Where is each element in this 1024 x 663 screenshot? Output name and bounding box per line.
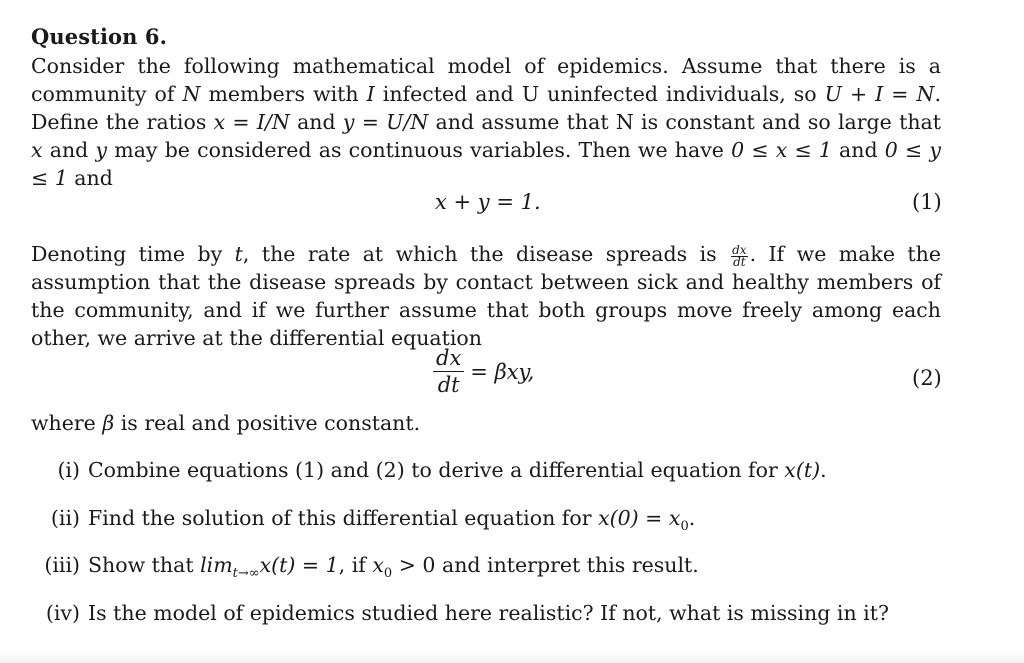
equation-2-denominator: dt <box>437 373 460 397</box>
intro-text-7: and <box>42 138 96 162</box>
item-3-mid: , if <box>338 553 373 577</box>
rate-paragraph <box>31 240 941 352</box>
item-label: (iv) <box>45 601 80 625</box>
equation-2-rhs: = βxy, <box>470 359 535 384</box>
intro-text-3: infected and U uninfected individuals, so <box>374 82 825 106</box>
equation-1-number: (1) <box>912 190 942 214</box>
intro-text-1: Consider the following mathematical model of epidemics. Assume that there is a community of <box>31 54 941 106</box>
item-3-lim-subscript: t→∞ <box>232 566 260 582</box>
item-3-tail: and interpret this result. <box>435 553 699 577</box>
intro-text-8: may be considered as continuous variables. Then we have <box>107 138 732 162</box>
item-1-math: x(t) <box>784 458 821 482</box>
item-text <box>88 456 827 484</box>
item-2-math: x(0) = x <box>598 506 681 530</box>
rate-text-1: Denoting time by <box>31 242 235 266</box>
math-y-range: 0 ≤ y ≤ 1 <box>31 138 941 190</box>
intro-text-6: and assume that N is constant and so large that <box>428 110 941 134</box>
beta-text-1: where <box>31 411 103 435</box>
bottom-shade <box>0 650 1024 663</box>
item-label: (iii) <box>44 553 80 577</box>
math-beta: β <box>102 411 115 435</box>
item-text <box>88 551 699 582</box>
item-3-x0-subscript: 0 <box>383 566 393 582</box>
item-label: (i) <box>57 458 80 482</box>
math-t: t <box>234 242 243 266</box>
math-y: y <box>95 138 108 162</box>
intro-paragraph <box>31 52 941 192</box>
math-x: x <box>31 138 43 162</box>
rate-text-2: , the rate at which the disease spreads is <box>242 242 730 266</box>
equation-2 <box>433 345 534 398</box>
question-heading: Question 6. <box>31 24 168 49</box>
item-2-subscript: 0 <box>680 519 689 535</box>
intro-text-2: members with <box>200 82 367 106</box>
equation-2-number: (2) <box>912 366 942 390</box>
equation-2-fraction <box>433 345 464 398</box>
item-text <box>88 504 696 535</box>
math-y-def: y = U/N <box>342 110 429 134</box>
item-3-math: x(t) = 1 <box>259 553 339 577</box>
math-I: I <box>366 82 375 106</box>
math-x-range: 0 ≤ x ≤ 1 <box>731 138 832 162</box>
equation-2-numerator: dx <box>433 345 464 372</box>
intro-text-5: and <box>289 110 343 134</box>
math-N: N <box>182 82 201 106</box>
item-1-tail: . <box>820 458 827 482</box>
intro-text-9: and <box>831 138 885 162</box>
item-1-text: Combine equations (1) and (2) to derive a differential equation for <box>88 458 785 482</box>
item-3-x0: x <box>372 553 384 577</box>
item-3-ineq: > 0 <box>392 553 436 577</box>
rate-text-3: . If we make the assumption that the disease spreads by contact between sick and healthy members of the community, and if we further assume that both groups move freely among each other, we arrive at the differential equation <box>31 242 942 350</box>
item-2-text: Find the solution of this differential equation for <box>88 506 599 530</box>
item-text: Is the model of epidemics studied here realistic? If not, what is missing in it? <box>88 601 889 625</box>
math-x-def: x = I/N <box>213 110 290 134</box>
item-3-lim: lim <box>200 553 233 577</box>
beta-text-2: is real and positive constant. <box>114 411 421 435</box>
intro-text-10: and <box>67 166 113 190</box>
fraction-numerator: dx <box>732 243 747 257</box>
beta-paragraph <box>31 409 941 437</box>
fraction-denominator: dt <box>733 255 746 269</box>
item-2-tail: . <box>688 506 696 530</box>
intro-text-4: . Define the ratios <box>31 82 941 134</box>
item-3-text: Show that <box>88 553 201 577</box>
inline-fraction-dxdt <box>731 245 747 268</box>
math-u-plus-i: U + I = N <box>824 82 935 106</box>
item-label: (ii) <box>50 506 80 530</box>
equation-1: x + y = 1. <box>435 190 541 214</box>
